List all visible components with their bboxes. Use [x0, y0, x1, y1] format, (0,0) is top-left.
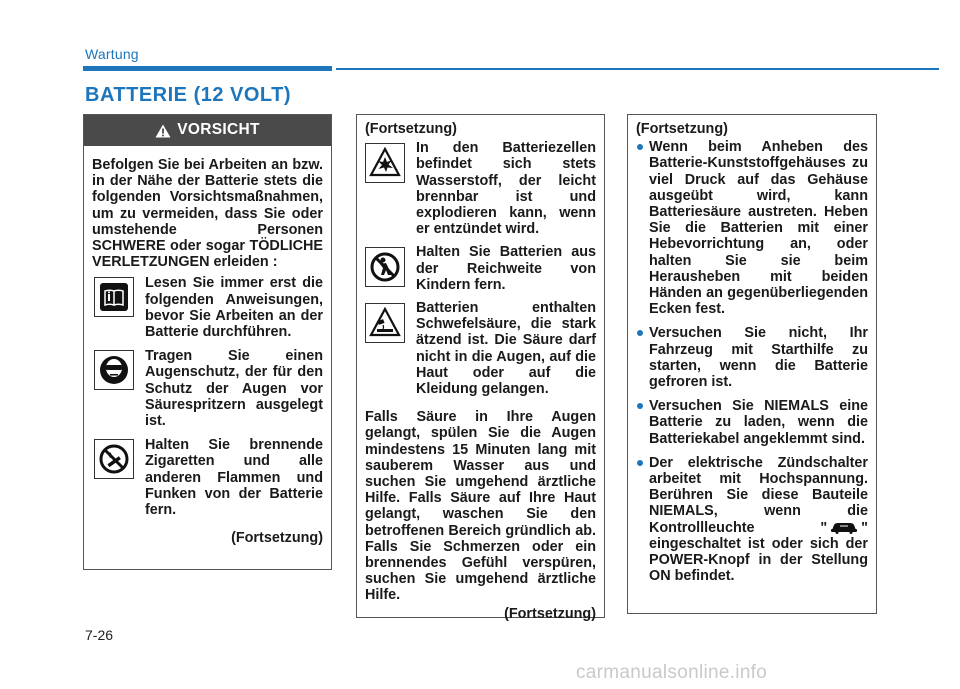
- caution-item-text: Tragen Sie einen Augenschutz, der für den Schutz der Augen vor Säurespritzern ausgelegt ist.: [145, 348, 323, 430]
- caution-label: VORSICHT: [177, 121, 260, 139]
- caution-header: [84, 115, 331, 146]
- explosion-hazard-icon: [365, 143, 405, 183]
- keep-away-children-icon: [365, 247, 405, 287]
- warning-item-text: In den Batteriezellen befindet sich stets Wasserstoff, der leicht brennbar ist und explodieren kann, wenn er entzündet wird.: [416, 140, 596, 238]
- continued-heading: (Fortsetzung): [636, 121, 728, 137]
- caution-item-no-flames: [84, 437, 331, 518]
- warning-item-text: Batterien enthalten Schwefelsäure, die stark ätzend ist. Die Säure darf nicht in die Augen, auf die Haut oder auf die Kleidung gelangen.: [416, 300, 596, 398]
- ready-car-icon: [829, 520, 859, 534]
- bullet-text-before: Der elektrische Zündschalter arbeitet mit Hochspannung. Berühren Sie diese Bauteile NIEMALS, wenn die Kontrollleuchte ": [649, 454, 868, 536]
- bullet-item-high-voltage: [636, 455, 868, 585]
- corrosive-acid-icon: [365, 303, 405, 343]
- continued-label: (Fortsetzung): [504, 605, 596, 622]
- header-rule-thick: [83, 66, 332, 71]
- header-rule-thin: [336, 68, 939, 70]
- warning-bullet-list: [628, 137, 876, 584]
- warning-item-children: [357, 244, 604, 293]
- watermark: carmanualsonline.info: [576, 662, 768, 683]
- eye-protection-icon: [94, 350, 134, 390]
- caution-intro: Befolgen Sie bei Arbeiten an bzw. in der Nähe der Batterie stets die folgenden Vorsichtsmaßnahmen, um zu vermeiden, dass Sie oder umstehende Personen SCHWERE oder sogar TÖDLICHE VERLETZUNGEN erleiden :: [92, 157, 323, 271]
- continued-label: (Fortsetzung): [231, 530, 323, 547]
- section-label: Wartung: [85, 46, 139, 62]
- continued-panel-2: [356, 114, 605, 622]
- acid-first-aid-paragraph: Falls Säure in Ihre Augen gelangt, spülen Sie die Augen mindestens 15 Minuten lang mit sauberem Wasser aus und suchen Sie umgehend ärztliche Hilfe. Falls Säure auf Ihre Haut gelangt, waschen Sie den betroffenen Bereich gründlich ab. Falls Sie Schmerzen oder ein brennendes Gefühl verspüren, suchen Sie umgehend ärztliche Hilfe.: [365, 409, 596, 604]
- manual-book-icon: [94, 277, 134, 317]
- warning-item-acid: [357, 300, 604, 397]
- bullet-item: Versuchen Sie NIEMALS eine Batterie zu laden, wenn die Batteriekabel angeklemmt sind.: [636, 398, 868, 447]
- warning-triangle-icon: [155, 124, 171, 138]
- caution-panel: [83, 114, 332, 570]
- warning-item-hydrogen: [357, 140, 604, 237]
- caution-item-text: Halten Sie brennende Zigaretten und alle anderen Flammen und Funken von der Batterie fern.: [145, 437, 323, 519]
- no-fire-smoking-icon: [94, 439, 134, 479]
- caution-item-eye-protection: [84, 348, 331, 429]
- page-number: 7-26: [85, 627, 114, 643]
- caution-item-text: Lesen Sie immer erst die folgenden Anweisungen, bevor Sie Arbeiten an der Batterie durchführen.: [145, 275, 323, 341]
- page-title: BATTERIE (12 VOLT): [85, 84, 292, 106]
- continued-heading: (Fortsetzung): [365, 121, 457, 137]
- warning-item-text: Halten Sie Batterien aus der Reichweite von Kindern fern.: [416, 244, 596, 293]
- continued-panel-3: [627, 114, 877, 614]
- caution-item-read-manual: [84, 275, 331, 340]
- bullet-item: Wenn beim Anheben des Batterie-Kunststoffgehäuses zu viel Druck auf das Gehäuse ausgeübt wird, kann Batteriesäure austreten. Heben Sie die Batterien mit einer Hebevorrichtung an, oder halten Sie sie beim Herausheben mit beiden Händen an gegenüberliegenden Ecken fest.: [636, 139, 868, 317]
- bullet-text-after: " eingeschaltet ist oder sich der POWER-Knopf in der Stellung ON befindet.: [649, 519, 868, 585]
- bullet-item: Versuchen Sie nicht, Ihr Fahrzeug mit Starthilfe zu starten, wenn die Batterie gefroren ist.: [636, 325, 868, 390]
